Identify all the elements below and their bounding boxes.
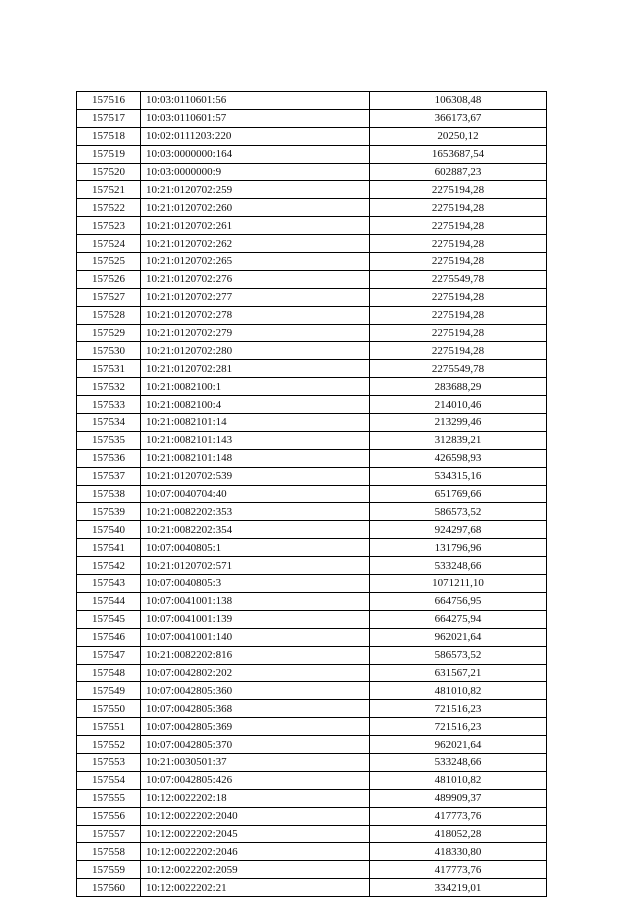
row-number-cell: 157535 xyxy=(77,431,141,449)
cadastral-number-cell: 10:03:0110601:57 xyxy=(141,109,370,127)
value-cell: 417773,76 xyxy=(370,807,547,825)
value-cell: 962021,64 xyxy=(370,628,547,646)
table-row xyxy=(77,610,547,628)
cadastral-number-cell: 10:07:0042805:426 xyxy=(141,771,370,789)
cadastral-number-cell: 10:21:0120702:539 xyxy=(141,467,370,485)
cadastral-number-cell: 10:07:0040805:3 xyxy=(141,575,370,593)
row-number-cell: 157560 xyxy=(77,879,141,897)
cadastral-number-cell: 10:21:0082101:148 xyxy=(141,449,370,467)
table-row xyxy=(77,324,547,342)
row-number-cell: 157541 xyxy=(77,539,141,557)
cadastral-number-cell: 10:21:0120702:278 xyxy=(141,306,370,324)
table-row xyxy=(77,485,547,503)
row-number-cell: 157540 xyxy=(77,521,141,539)
value-cell: 20250,12 xyxy=(370,127,547,145)
row-number-cell: 157558 xyxy=(77,843,141,861)
row-number-cell: 157531 xyxy=(77,360,141,378)
table-row xyxy=(77,378,547,396)
table-row xyxy=(77,861,547,879)
value-cell: 1071211,10 xyxy=(370,575,547,593)
table-row xyxy=(77,467,547,485)
cadastral-number-cell: 10:21:0082100:1 xyxy=(141,378,370,396)
value-cell: 334219,01 xyxy=(370,879,547,897)
table-row xyxy=(77,753,547,771)
table-row xyxy=(77,163,547,181)
value-cell: 214010,46 xyxy=(370,396,547,414)
cadastral-number-cell: 10:21:0120702:571 xyxy=(141,557,370,575)
table-row xyxy=(77,253,547,271)
row-number-cell: 157522 xyxy=(77,199,141,217)
row-number-cell: 157519 xyxy=(77,145,141,163)
row-number-cell: 157549 xyxy=(77,682,141,700)
table-row xyxy=(77,306,547,324)
row-number-cell: 157538 xyxy=(77,485,141,503)
table-row xyxy=(77,575,547,593)
cadastral-number-cell: 10:21:0082101:143 xyxy=(141,431,370,449)
row-number-cell: 157526 xyxy=(77,270,141,288)
value-cell: 631567,21 xyxy=(370,664,547,682)
row-number-cell: 157557 xyxy=(77,825,141,843)
row-number-cell: 157548 xyxy=(77,664,141,682)
table-row xyxy=(77,807,547,825)
value-cell: 602887,23 xyxy=(370,163,547,181)
value-cell: 533248,66 xyxy=(370,557,547,575)
row-number-cell: 157530 xyxy=(77,342,141,360)
table-row xyxy=(77,628,547,646)
value-cell: 213299,46 xyxy=(370,414,547,432)
table-row xyxy=(77,235,547,253)
cadastral-number-cell: 10:21:0082202:354 xyxy=(141,521,370,539)
value-cell: 418052,28 xyxy=(370,825,547,843)
cadastral-number-cell: 10:12:0022202:2046 xyxy=(141,843,370,861)
table-row xyxy=(77,431,547,449)
row-number-cell: 157554 xyxy=(77,771,141,789)
row-number-cell: 157524 xyxy=(77,235,141,253)
cadastral-number-cell: 10:21:0120702:276 xyxy=(141,270,370,288)
row-number-cell: 157551 xyxy=(77,718,141,736)
table-row xyxy=(77,414,547,432)
value-cell: 418330,80 xyxy=(370,843,547,861)
table-row xyxy=(77,288,547,306)
row-number-cell: 157528 xyxy=(77,306,141,324)
row-number-cell: 157542 xyxy=(77,557,141,575)
cadastral-number-cell: 10:21:0120702:260 xyxy=(141,199,370,217)
row-number-cell: 157523 xyxy=(77,217,141,235)
row-number-cell: 157534 xyxy=(77,414,141,432)
table-row xyxy=(77,92,547,110)
cadastral-number-cell: 10:03:0000000:9 xyxy=(141,163,370,181)
value-cell: 586573,52 xyxy=(370,646,547,664)
value-cell: 2275194,28 xyxy=(370,342,547,360)
value-cell: 2275194,28 xyxy=(370,199,547,217)
value-cell: 1653687,54 xyxy=(370,145,547,163)
value-cell: 481010,82 xyxy=(370,771,547,789)
table-row xyxy=(77,217,547,235)
value-cell: 131796,96 xyxy=(370,539,547,557)
table-row xyxy=(77,503,547,521)
table-row xyxy=(77,521,547,539)
row-number-cell: 157536 xyxy=(77,449,141,467)
cadastral-number-cell: 10:07:0042805:370 xyxy=(141,736,370,754)
cadastral-number-cell: 10:07:0042805:369 xyxy=(141,718,370,736)
row-number-cell: 157556 xyxy=(77,807,141,825)
row-number-cell: 157533 xyxy=(77,396,141,414)
table-row xyxy=(77,664,547,682)
row-number-cell: 157544 xyxy=(77,592,141,610)
cadastral-number-cell: 10:21:0120702:281 xyxy=(141,360,370,378)
row-number-cell: 157546 xyxy=(77,628,141,646)
cadastral-number-cell: 10:07:0040704:40 xyxy=(141,485,370,503)
table-row xyxy=(77,825,547,843)
table-row xyxy=(77,557,547,575)
table-row xyxy=(77,181,547,199)
value-cell: 651769,66 xyxy=(370,485,547,503)
table-row xyxy=(77,199,547,217)
row-number-cell: 157539 xyxy=(77,503,141,521)
table-row xyxy=(77,771,547,789)
cadastral-number-cell: 10:03:0000000:164 xyxy=(141,145,370,163)
value-cell: 489909,37 xyxy=(370,789,547,807)
cadastral-number-cell: 10:12:0022202:2040 xyxy=(141,807,370,825)
row-number-cell: 157553 xyxy=(77,753,141,771)
cadastral-number-cell: 10:21:0082202:353 xyxy=(141,503,370,521)
row-number-cell: 157527 xyxy=(77,288,141,306)
row-number-cell: 157525 xyxy=(77,253,141,271)
cadastral-number-cell: 10:07:0041001:138 xyxy=(141,592,370,610)
row-number-cell: 157521 xyxy=(77,181,141,199)
table-row xyxy=(77,700,547,718)
table-row xyxy=(77,592,547,610)
cadastral-number-cell: 10:21:0120702:265 xyxy=(141,253,370,271)
cadastral-number-cell: 10:21:0120702:279 xyxy=(141,324,370,342)
value-cell: 962021,64 xyxy=(370,736,547,754)
cadastral-number-cell: 10:12:0022202:2059 xyxy=(141,861,370,879)
row-number-cell: 157555 xyxy=(77,789,141,807)
cadastral-number-cell: 10:21:0120702:277 xyxy=(141,288,370,306)
cadastral-number-cell: 10:21:0082202:816 xyxy=(141,646,370,664)
table-row xyxy=(77,789,547,807)
cadastral-number-cell: 10:12:0022202:2045 xyxy=(141,825,370,843)
cadastral-number-cell: 10:12:0022202:18 xyxy=(141,789,370,807)
value-cell: 312839,21 xyxy=(370,431,547,449)
value-cell: 924297,68 xyxy=(370,521,547,539)
data-table xyxy=(76,91,547,897)
row-number-cell: 157529 xyxy=(77,324,141,342)
value-cell: 721516,23 xyxy=(370,718,547,736)
table-row xyxy=(77,127,547,145)
value-cell: 534315,16 xyxy=(370,467,547,485)
cadastral-number-cell: 10:07:0042805:360 xyxy=(141,682,370,700)
row-number-cell: 157517 xyxy=(77,109,141,127)
value-cell: 2275194,28 xyxy=(370,235,547,253)
row-number-cell: 157545 xyxy=(77,610,141,628)
value-cell: 481010,82 xyxy=(370,682,547,700)
value-cell: 417773,76 xyxy=(370,861,547,879)
cadastral-number-cell: 10:21:0120702:259 xyxy=(141,181,370,199)
value-cell: 2275549,78 xyxy=(370,270,547,288)
cadastral-number-cell: 10:07:0041001:140 xyxy=(141,628,370,646)
table-row xyxy=(77,646,547,664)
cadastral-number-cell: 10:07:0041001:139 xyxy=(141,610,370,628)
table-row xyxy=(77,270,547,288)
row-number-cell: 157543 xyxy=(77,575,141,593)
cadastral-number-cell: 10:07:0042805:368 xyxy=(141,700,370,718)
value-cell: 586573,52 xyxy=(370,503,547,521)
cadastral-number-cell: 10:21:0030501:37 xyxy=(141,753,370,771)
row-number-cell: 157520 xyxy=(77,163,141,181)
table-row xyxy=(77,879,547,897)
table-row xyxy=(77,396,547,414)
value-cell: 533248,66 xyxy=(370,753,547,771)
value-cell: 664756,95 xyxy=(370,592,547,610)
row-number-cell: 157532 xyxy=(77,378,141,396)
table-row xyxy=(77,736,547,754)
value-cell: 2275549,78 xyxy=(370,360,547,378)
row-number-cell: 157559 xyxy=(77,861,141,879)
table-row xyxy=(77,145,547,163)
table-row xyxy=(77,539,547,557)
table-row xyxy=(77,843,547,861)
cadastral-number-cell: 10:02:0111203:220 xyxy=(141,127,370,145)
cadastral-number-cell: 10:07:0042802:202 xyxy=(141,664,370,682)
row-number-cell: 157516 xyxy=(77,92,141,110)
table-row xyxy=(77,109,547,127)
value-cell: 426598,93 xyxy=(370,449,547,467)
value-cell: 721516,23 xyxy=(370,700,547,718)
cadastral-number-cell: 10:21:0082100:4 xyxy=(141,396,370,414)
value-cell: 2275194,28 xyxy=(370,306,547,324)
value-cell: 2275194,28 xyxy=(370,288,547,306)
cadastral-number-cell: 10:03:0110601:56 xyxy=(141,92,370,110)
row-number-cell: 157547 xyxy=(77,646,141,664)
table-body xyxy=(77,92,547,897)
cadastral-number-cell: 10:21:0120702:261 xyxy=(141,217,370,235)
table-row xyxy=(77,449,547,467)
row-number-cell: 157537 xyxy=(77,467,141,485)
value-cell: 2275194,28 xyxy=(370,217,547,235)
table-row xyxy=(77,718,547,736)
cadastral-number-cell: 10:12:0022202:21 xyxy=(141,879,370,897)
value-cell: 2275194,28 xyxy=(370,181,547,199)
cadastral-number-cell: 10:21:0082101:14 xyxy=(141,414,370,432)
cadastral-number-cell: 10:07:0040805:1 xyxy=(141,539,370,557)
row-number-cell: 157552 xyxy=(77,736,141,754)
value-cell: 366173,67 xyxy=(370,109,547,127)
table-row xyxy=(77,682,547,700)
cadastral-number-cell: 10:21:0120702:280 xyxy=(141,342,370,360)
value-cell: 106308,48 xyxy=(370,92,547,110)
table-row xyxy=(77,342,547,360)
table-row xyxy=(77,360,547,378)
value-cell: 2275194,28 xyxy=(370,253,547,271)
row-number-cell: 157518 xyxy=(77,127,141,145)
row-number-cell: 157550 xyxy=(77,700,141,718)
value-cell: 2275194,28 xyxy=(370,324,547,342)
value-cell: 283688,29 xyxy=(370,378,547,396)
value-cell: 664275,94 xyxy=(370,610,547,628)
cadastral-number-cell: 10:21:0120702:262 xyxy=(141,235,370,253)
